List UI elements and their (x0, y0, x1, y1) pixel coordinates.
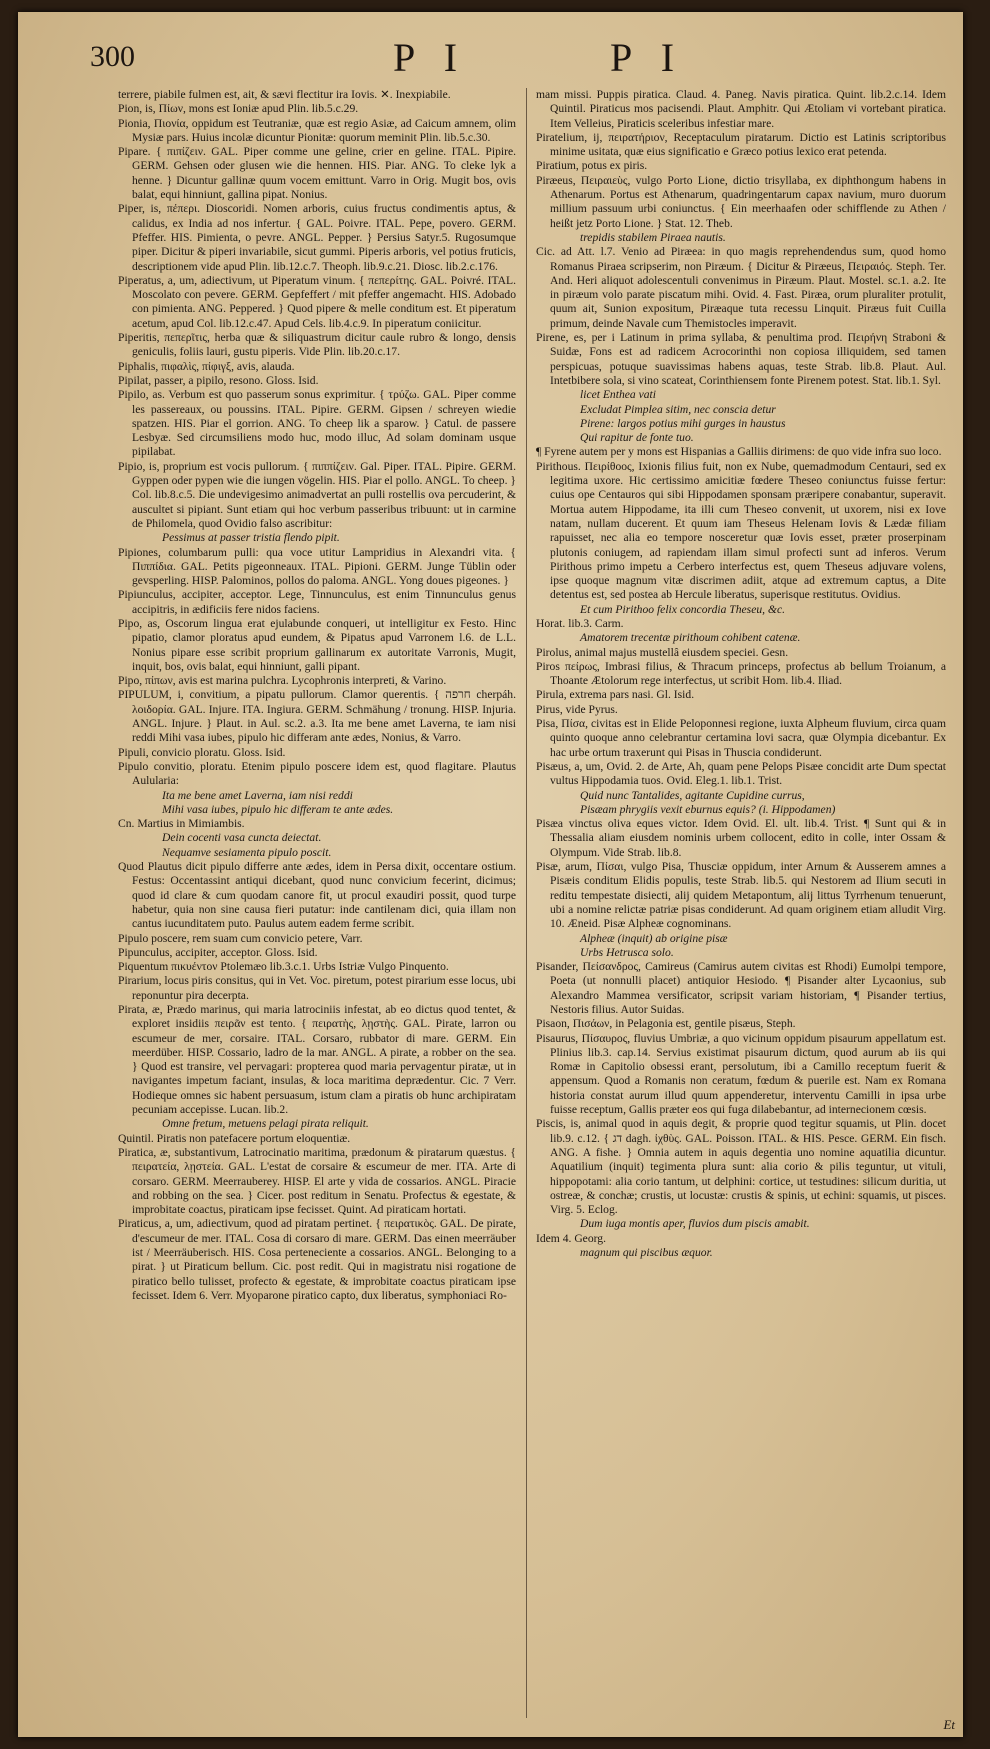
dictionary-entry: Cn. Martius in Mimiambis. (118, 817, 245, 831)
verse-line: Dum iuga montis aper, fluvios dum piscis amabit. (580, 1217, 810, 1231)
dictionary-entry: Quod Plautus dicit pipulo differre ante ædes, idem in Persa dixit, occentare ostium. Festus: Occentassint antiqui dicebant, quod nunc convicium fecerint, dicimus; quod id clare & cum quodam canore fit, ut procul exaudiri possit, quod turpe habetur, quia non sine causa fieri putatur: inde cantilenam dici, quia illam non cantus iucunditatem puto. Paulus autem eadem ferme scribit. (118, 860, 516, 931)
dictionary-entry: Pisæus, a, um, Ovid. 2. de Arte, Ah, quam pene Pelops Pisæe concidit arte Dum spectat vultus Hippodamia tuos. Ovid. Eleg.1. lib.1. Trist. (536, 759, 946, 788)
dictionary-entry: Piphalis, πιφαλὶς, πίφιγξ, avis, alauda. (118, 359, 295, 373)
left-column (118, 88, 516, 1728)
dictionary-entry: Pipulo poscere, rem suam cum convicio petere, Varr. (118, 931, 363, 945)
dictionary-entry: Pirula, extrema pars nasi. Gl. Isid. (536, 688, 695, 702)
dictionary-entry: Pirithous. Πειρίθοος, Ixionis filius fuit, non ex Nube, quemadmodum Centauri, sed ex legitima uxore. Hic certissimo amicitiæ fœdere Theseo coniunctus fuisse fertur: cuius ope Centauros qui sibi Hippodamen sponsam præripere conabantur, superavit. Mortua autem Hippodame, ita illi cum Theseo convenit, ut uxorem, nisi ex Iove natam, nullam ducerent. Et quum iam Theseus Helenam Iovis & Lædæ filiam rapuisset, nec alia eo tempore nosceretur quæ Iovis esset, præter proserpinam plutonis coniugem, ad rapiendam illam simul profecti sunt ad inferos. Verum Pirithous primo impetu a Cerbero interfectus est, quem Theseus adjuvare volens, ipse quoque magnum vitæ discrimen adiit, atque ad extremum captus, a Dite detentus est, sed postea ab Hercule liberatus, superisque restitutus. Ovidius. (536, 459, 946, 602)
dictionary-entry: Pipilo, as. Verbum est quo passerum sonus exprimitur. { τρύζω. GAL. Piper comme les passereaux, ou poussins. ITAL. Pipire. GERM. Gipsen / schreyen wiedie spatzen. HIS. Piar el gorrion. ANG. To cheep lik a sparow. } Catul. de passere Lesbyæ. Sed circumsiliens modo huc, modo illuc, Ad solam dominam usque pipilabat. (118, 388, 516, 459)
verse-line: Pisæam phrygiis vexit eburnus equis? (i. Hippodamen) (580, 802, 836, 816)
running-head-right: P I (610, 35, 685, 80)
dictionary-entry: terrere, piabile fulmen est, ait, & sævi flectitur ira Iovis. ✕. Inexpiabile. (118, 88, 451, 101)
dictionary-entry: Piscis, is, animal quod in aquis degit, & proprie quod tegitur squamis, ut Plin. docet lib.9. c.12. { דג dagh. ἰχθὺς. GAL. Poisson. ITAL. & HIS. Pesce. GERM. Ein fisch. ANG. A fishe. } Omnia autem in aquis degentia uno nomine aquatilia dicuntur. Aquatilium (inquit) tegimenta plura sunt: alia corio & pilis teguntur, ut vituli, hippopotami: alia corio tantum, ut delphini: cortice, ut testudines: silicum duritia, ut ostreæ, & conchæ; crustis, ut locustæ: crustis & spinis, ut echini: squamis, ut pisces. Virg. 5. Eclog. (536, 1117, 946, 1217)
dictionary-entry: Pipo, πίπων, avis est marina pulchra. Lycophronis interpreti, & Varino. (118, 674, 447, 688)
dictionary-entry: Piratelium, ij, πειρατήριον, Receptaculum piratarum. Dictio est Latinis scriptoribus minime usitata, quæ eius significatio e Græco potius lexico erat petenda. (536, 130, 946, 159)
dictionary-entry: Pipilat, passer, a pipilo, resono. Gloss. Isid. (118, 373, 319, 387)
dictionary-entry: Horat. lib.3. Carm. (536, 616, 624, 630)
verse-line: Ita me bene amet Laverna, iam nisi reddi (162, 788, 353, 802)
dictionary-entry: Pisæa vinctus oliva eques victor. Idem Ovid. El. ult. lib.4. Trist. ¶ Sunt qui & in Thessalia aliam eiusdem nominis urbem collocent, edito in colle, inter Ossam & Olympum. Vide Strab. lib.8. (536, 817, 946, 859)
dictionary-entry: Pipio, is, proprium est vocis pullorum. { πιππίζειν. Gal. Piper. ITAL. Pipire. GERM. Gyppen oder pypen wie die iungen vögelin. HIS. Piar el pollo. ANGL. To cheep. } Col. lib.8.c.5. Die undevigesimo animadvertat an pulli rostellis ova percuderint, & auscultet si pipiant. Sunt etiam qui hoc verbum passeribus tribuunt: ut in carmine de Philomela, quod Ovidio falso ascribitur: (118, 459, 516, 530)
dictionary-entry: Pipulo convitio, ploratu. Etenim pipulo poscere idem est, quod flagitare. Plautus Aulularia: (118, 759, 516, 788)
dictionary-entry: Quintil. Piratis non patefacere portum eloquentiæ. (118, 1131, 351, 1145)
dictionary-entry: Piros πείρως, Imbrasi filius, & Thracum princeps, profectus ab bellum Troianum, a Thoante Ætolorum rege interfectus, ut scribit Hom. lib.4. Iliad. (536, 659, 946, 688)
dictionary-entry: Piquentum πικυέντον Ptolemæo lib.3.c.1. Urbs Istriæ Vulgo Pinquento. (118, 960, 449, 974)
column-divider (526, 88, 527, 1718)
verse-line: Amatorem trecentæ pirithoum cohibent catenæ. (580, 631, 801, 645)
dictionary-entry: Pisaurus, Πίσαυρος, fluvius Umbriæ, a quo vicinum oppidum pisaurum appellatum est. Plinius lib.3. cap.14. Servius existimat pisaurum dictum, quod aurum ab iis qui Romæ in Capitolio obsessi erant, persolutum, ibi a Camillo receptum fuerit & appensum. Quod a Romanis non ceratum, fœdum & puerile est. Nam ex Romana historia constat aurum illud quum appenderetur, interventu Camilli in ipsa urbe fuisse receptum, Gallis præter eos qui fuga dilabebantur, ad internecionem cœsis. (536, 1031, 946, 1117)
dictionary-entry: Pipo, as, Oscorum lingua erat ejulabunde conqueri, ut intelligitur ex Festo. Hinc pipatio, clamor ploratus apud eundem, & Pipatus apud Varronem l.6. de L.L. Nonius pipare esse scribit proprium gallinarum ex autoritate Varronis, Mugit, inquit, bos, ovis balat, equi hinniunt, galli pipant. (118, 616, 516, 673)
dictionary-entry: Pirata, æ, Prædo marinus, qui maria latrociniis infestat, ab eo dictus quod tentet, & exploret insidiis πειρᾶν est tento. { πειρατὴς, λῃστὴς. GAL. Pirate, larron ou escumeur de mer, corsaire. ITAL. Corsaro, rubbator di mare. GERM. Ein meerdüber. HISP. Cossario, ladro de la mar. ANGL. A pirate, a robber on the sea. } Quod est transire, vel pervagari: propterea quod maria pervagentur piratæ, ut in navigantes impetum faciant, insulas, & loca maritima deprædentur. Cic. 7 Verr. Hodieque omnes sic habent persuasum, istum clam a piratis ob hunc archipiratam pecuniam accepisse. Lucan. lib.2. (118, 1003, 516, 1117)
page-number: 300 (90, 40, 135, 73)
catchword: Et (943, 1717, 955, 1732)
dictionary-entry: Piratica, æ, substantivum, Latrocinatio maritima, prædonum & piratarum quæstus. { πειρατεία, λῃστεία. GAL. L'estat de corsaire & escumeur de mer. ITA. Arte di corsaro. GERM. Meerrauberey. HISP. El arte y vida de cossarios. ANGL. Piracie and robbing on the sea. } Cicer. post reditum in Senatu. Profectus & egestate, & improbitate coactus, piraticam ipse fecisset. Quint. Ad piraticam hortati. (118, 1145, 516, 1217)
dictionary-entry: Piper, is, πέπερι. Dioscoridi. Nomen arboris, cuius fructus condimentis aptus, & calidus, ex India ad nos infertur. { GAL. Poivre. ITAL. Pepe, povero. GERM. Pfeffer. HIS. Pimienta, o pevre. ANGL. Pepper. } Persius Satyr.5. Rugosumque piper. Dicitur & piperi invariabile, sicut gummi. Piperis arboris, vel potius fruticis, descriptionem vide apud Plin. lib.12.c.7. Theoph. lib.9.c.21. Diosc. lib.2.c.176. (118, 202, 516, 273)
dictionary-entry: Pipiones, columbarum pulli: qua voce utitur Lampridius in Alexandri vita. { Πιππίδια. GAL. Petits pigeonneaux. ITAL. Pipioni. GERM. Junge Tüblin oder gevsperling. HISP. Palominos, pollos do paloma. ANGL. Yong doues pigeones. } (118, 545, 516, 588)
verse-line: licet Enthea vati (580, 388, 656, 402)
verse-line: Quid nunc Tantalides, agitante Cupidine currus, (580, 788, 805, 802)
verse-line: Pessimus at passer tristia flendo pipit. (162, 531, 340, 545)
verse-line: Qui rapitur de fonte tuo. (580, 431, 694, 445)
verse-line: Pirene: largos potius mihi gurges in haustus (580, 416, 786, 430)
dictionary-entry: Pisander, Πείσανδρος, Camireus (Camirus autem civitas est Rhodi) Eumolpi tempore, Poeta (ut nonnulli placet) antiquior Hesiodo. ¶ Pisander alter Lycaonius, sub Alexandro Mammea versificator, scripsit variam historiam, ¶ Pisander tertius, Nestoris filius. Autor Suidas. (536, 960, 946, 1016)
verse-line: magnum qui piscibus æquor. (580, 1246, 713, 1260)
dictionary-entry: Idem 4. Georg. (536, 1231, 606, 1245)
dictionary-entry: Pirolus, animal majus mustellâ eiusdem speciei. Gesn. (536, 645, 789, 659)
dictionary-entry: Pipunculus, accipiter, acceptor. Gloss. Isid. (118, 945, 318, 959)
dictionary-entry: Piperitis, πεπερῖτις, herba quæ & siliquastrum dicitur caule rubro & longo, densis geniculis, foliis lauri, gustu piperis. Vide Plin. lib.20.c.17. (118, 331, 516, 359)
dictionary-entry: Pisa, Πίσα, civitas est in Elide Peloponnesi regione, iuxta Alpheum fluvium, circa quam quinto quoque anno celebrantur certamina lovi sacra, quæ Olympia dicebantur. Ex hac urbe ortum traxerunt qui Pisas in Thuscia condiderunt. (536, 717, 946, 759)
dictionary-entry: Pipare. { πιπίζειν. GAL. Piper comme une geline, crier en geline. ITAL. Pipire. GERM. Gehsen oder glusen wie die hennen. HIS. Piar. ANG. To cleke lyk a henne. } Dicuntur gallinæ quum vocem emittunt. Varro in Orig. Mugit bos, ovis balat, equi hinniunt, gallina pipat. Nonius. (118, 145, 516, 202)
dictionary-entry: Cic. ad Att. l.7. Venio ad Piræea: in quo magis reprehendendus sum, quod homo Romanus Piraea scripserim, non Piræum. { Dicitur & Piræeus, Πειραιός. Steph. Ter. And. Heri aliquot adolescentuli convenimus in Piræum. Plaut. Mostel. sc.1. a.2. Ite in piræum volo parate piscatum mihi. Ovid. 4. Fast. Piræa, orum pluraliter protulit, quum ait, Sunion expositum, Piræaque tuta recessu Linquit. Piræus fuit Cuilla primum, deinde Navale cum Themistocles imperavit. (536, 245, 946, 330)
dictionary-entry: PIPULUM, i, convitium, a pipatu pullorum. Clamor querentis. { חרפה cherpáh. λοιδορία. GAL. Injure. ITA. Ingiura. GERM. Schmähung / tronung. HISP. Injuria. ANGL. Injure. } Plaut. in Aul. sc.2. a.3. Ita me bene amet Laverna, te iam nisi reddi Mihi vasa iubes, pipulo hic differam ante ædes, Nonius, & Varro. (118, 688, 516, 745)
dictionary-entry: ¶ Fyrene autem per y mons est Hispanias a Galliis dirimens: de quo vide infra suo loco. (536, 445, 942, 459)
page-header (18, 34, 963, 86)
dictionary-entry: Pisæ, arum, Πίσαι, vulgo Pisa, Thusciæ oppidum, inter Arnum & Ausserem amnes a Pisæis conditum Elidis populis, teste Strab. lib.5. qui Nestorem ad Ilium secuti in reditu tempestate disiecti, alij quidem Metapontum, alij littus Tyrrhenum tenuerunt, ubi a nomine relictæ patriæ pisas condiderunt. Ad quam originem etiam alludit Virg. 10. Æneid. Pisæ Alpheæ cognominans. (536, 860, 946, 931)
verse-line: Dein cocenti vasa cuncta deiectat. (162, 831, 322, 845)
dictionary-entry: Pipiunculus, accipiter, acceptor. Lege, Tinnunculus, est enim Tinnunculus genus accipitris, in ædificiis fere nidos faciens. (118, 588, 516, 616)
verse-line: Urbs Hetrusca solo. (580, 945, 674, 959)
dictionary-entry: Pisaon, Πισάων, in Pelagonia est, gentile pisæus, Steph. (536, 1017, 796, 1031)
verse-line: Mihi vasa iubes, pipulo hic differam te ante ædes. (162, 802, 394, 816)
verse-line: Et cum Pirithoo felix concordia Theseu, &c. (580, 602, 785, 616)
dictionary-entry: Piratium, potus ex piris. (536, 159, 648, 173)
dictionary-entry: Piraticus, a, um, adiectivum, quod ad piratam pertinet. { πειρατικὸς. GAL. De pirate, d'escumeur de mer. ITAL. Cosa di corsaro di mare. GERM. Das einen meerräuber ist / Meerräuberisch. HIS. Cosa perteneciente a cossarios. ANGL. Belonging to a pirat. } ut Piraticum bellum. Cic. post redit. Qui in magistratu nisi rogatione de piratico bello tulisset, profecto & egestate, & improbitate coactus piraticam ipse fecisset. Idem 6. Verr. Myoparone piratico capto, dux liberatus, symphoniaci Ro- (118, 1217, 516, 1302)
verse-line: Excludat Pimplea sitim, nec conscia detur (580, 402, 776, 416)
dictionary-entry: Pion, is, Πίων, mons est Ioniæ apud Plin. lib.5.c.29. (118, 102, 359, 116)
running-head-left: P I (393, 35, 468, 80)
text-columns (118, 88, 948, 1728)
verse-line: trepidis stabilem Piraea nautis. (580, 230, 726, 244)
dictionary-entry: Pirene, es, per i Latinum in prima syllaba, & penultima prod. Πειρήνη Straboni & Suidæ, Fons est ad radicem Acrocorinthi non copiosa illiquidem, sed tamen perspicuas, potuque suavissimas habens aquas, teste Strab. lib.8. Plaut. Aul. Intetbibere sola, si vino scateat, Corinthiensem fonte Pirenem potest. Stat. lib.1. Syl. (536, 331, 946, 387)
dictionary-entry: Pionia, Πιονία, oppidum est Teutraniæ, quæ est regio Asiæ, ad Caicum amnem, olim Mysiæ pars. Huius incolæ dicuntur Pionitæ: quorum meminit Plin. lib.5.c.30. (118, 116, 516, 144)
verse-line: Alpheæ (inquit) ab origine pisæ (580, 931, 728, 945)
dictionary-entry: mam missi. Puppis piratica. Claud. 4. Paneg. Navis piratica. Quint. lib.2.c.14. Idem Quintil. Piraticus mos pacisendi. Plaut. Amphitr. Qui Ætoliam vi vortebant piratica. Item Velleius, Piraticis sceleribus infestiar mare. (536, 88, 946, 130)
verse-line: Nequamve sesiamenta pipulo poscit. (162, 845, 332, 859)
dictionary-entry: Piræeus, Πειραιεὺς, vulgo Porto Lione, dictio trisyllaba, ex diphthongum habens in Athenarum. Portus est Athenarum, quadringentarum capax navium, muro duorum millium passuum urbi coniunctus. { Ein meerhaafen oder schifflende zu Athen / heißt jetz Porto Lione. } Stat. 12. Theb. (536, 173, 946, 230)
verse-line: Omne fretum, metuens pelagi pirata reliquit. (162, 1117, 369, 1131)
dictionary-entry: Piperatus, a, um, adiectivum, ut Piperatum vinum. { πεπερίτης. GAL. Poivré. ITAL. Moscolato con pevere. GERM. Gepfeffert / mit pfeffer angemacht. HIS. Adobado con pimienta. ANG. Peppered. } Quod pipere & melle conditum est. Et piperatum acetum, apud Col. lib.12.c.47. Apud Cels. lib.4.c.9. In piperatum coniicitur. (118, 273, 516, 330)
dictionary-entry: Pirus, vide Pyrus. (536, 702, 618, 716)
dictionary-entry: Pipuli, convicio ploratu. Gloss. Isid. (118, 745, 286, 759)
right-column (536, 88, 946, 1728)
dictionary-entry: Pirarium, locus piris consitus, qui in Vet. Voc. piretum, potest pirarium esse locus, ubi reponuntur pira decerpta. (118, 974, 516, 1002)
book-page (18, 12, 963, 1737)
